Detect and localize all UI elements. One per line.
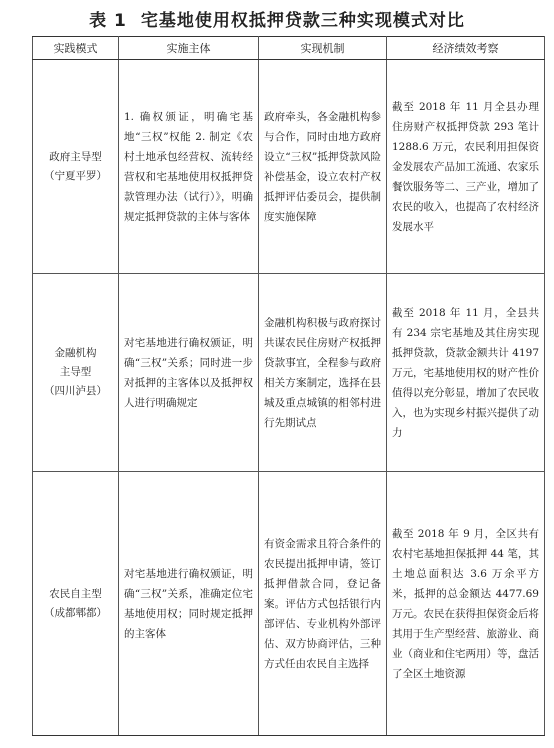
comparison-table — [32, 36, 545, 736]
performance-cell: 截至 2018 年 9 月，全区共有农村宅基地担保抵押 44 笔，其土地总面积达 3.6 万余平方米，抵押的总金额达 4477.69 万元。农民在获得担保资金后将其用于生产型经营、旅游业、商业（商业和住宅两用）等，盘活了全区土地资源 — [387, 472, 545, 736]
mode-name: 农民自主型 — [49, 587, 102, 600]
column-header-mechanism: 实现机制 — [259, 37, 387, 60]
mechanism-cell: 金融机构积极与政府探讨共谋农民住房财产权抵押贷款事宜，全程参与政府相关方案制定，选择在县城及重点城镇的相邻村进行先期试点 — [259, 274, 387, 472]
mode-name: 金融机构 — [54, 347, 97, 359]
mode-cell — [33, 472, 119, 736]
table-number: 表 1 — [89, 11, 127, 31]
mode-location: （成都郫都） — [44, 606, 107, 619]
table-row — [33, 274, 545, 472]
subject-cell: 对宅基地进行确权颁证，明确“三权”关系，准确定位宅基地使用权；同时规定抵押的主客体 — [119, 472, 259, 736]
subject-cell: 1. 确权颁证，明确宅基地“三权”权能 2. 制定《农村土地承包经营权、流转经营权和宅基地使用权抵押贷款管理办法（试行）》，明确规定抵押贷款的主体与客体 — [119, 60, 259, 274]
performance-cell: 截至 2018 年 11 月，全县共有 234 宗宅基地及其住房实现抵押贷款，贷款金额共计 4197 万元，宅基地使用权的财产性价值得以充分彰显，增加了农民收入，也为实现乡村振兴提供了动力 — [387, 274, 545, 472]
mechanism-cell: 政府牵头，各金融机构参与合作，同时由地方政府设立“三权”抵押贷款风险补偿基金，设立农村产权抵押评估委员会，提供制度实施保障 — [259, 60, 387, 274]
mode-cell — [33, 60, 119, 274]
header-row — [33, 37, 545, 60]
table-title — [0, 6, 554, 31]
subject-cell: 对宅基地进行确权颁证，明确“三权”关系；同时进一步对抵押的主客体以及抵押权人进行明确规定 — [119, 274, 259, 472]
table-row — [33, 60, 545, 274]
mode-name: 政府主导型 — [49, 150, 102, 163]
mode-location: （宁夏平罗） — [44, 169, 107, 182]
mode-cell — [33, 274, 119, 472]
table-caption: 宅基地使用权抵押贷款三种实现模式对比 — [140, 11, 465, 31]
performance-cell: 截至 2018 年 11 月全县办理住房财产权抵押贷款 293 笔计 1288.6 万元，农民利用担保资金发展农产品加工流通、农家乐餐饮服务等二、三产业，增加了农民的收入，也提高了农村经济发展水平 — [387, 60, 545, 274]
column-header-performance: 经济绩效考察 — [387, 37, 545, 60]
mechanism-cell: 有资金需求且符合条件的农民提出抵押申请，签订抵押借款合同，登记备案。评估方式包括银行内部评估、专业机构外部评估、双方协商评估，三种方式任由农民自主选择 — [259, 472, 387, 736]
mode-name-line2: 主导型 — [59, 366, 92, 378]
column-header-mode: 实践模式 — [33, 37, 119, 60]
mode-location: （四川泸县） — [44, 385, 107, 397]
column-header-subject: 实施主体 — [119, 37, 259, 60]
table-row — [33, 472, 545, 736]
